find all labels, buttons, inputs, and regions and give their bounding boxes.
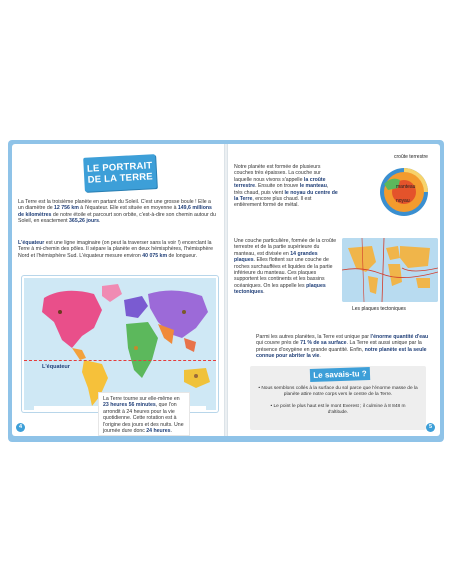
plates-caption: Les plaques tectoniques — [352, 306, 406, 312]
title-line-2: DE LA TERRE — [87, 171, 154, 186]
book-spread — [8, 140, 444, 442]
right-page — [228, 144, 440, 436]
left-page — [12, 144, 224, 436]
did-you-know-title: Le savais-tu ? — [310, 367, 370, 382]
rotation-note: La Terre tourne sur elle-même en 23 heures 56 minutes, que l'on arrondit à 24 heures pour la vie quotidienne. Cette rotation est à l'origine des jours et des nuits. Une journée dure donc 24 heures. — [98, 392, 190, 436]
equator-paragraph: L'équateur est une ligne imaginaire (on peut la traverser sans la voir !) encerclant la Terre à mi-chemin des pôles. Il sépare la planète en deux hémisphères, l'hémisphère Nord et l'hémisphère Sud. L'équateur mesure environ 40 075 km de longueur. — [18, 240, 214, 259]
intro-paragraph: La Terre est la troisième planète en partant du Soleil. C'est une grosse boule ! Elle a un diamètre de 12 756 km à l'équateur. Elle est située en moyenne à 149,6 millions de kilomètres de notre étoile et parcourt son orbite, c'est-à-dire son chemin autour du Soleil, en exactement 365,26 jours. — [18, 199, 216, 225]
mantle-label: manteau — [396, 184, 416, 190]
layers-paragraph: Notre planète est formée de plusieurs couches très épaisses. La couche sur laquelle nous vivons s'appelle la croûte terrestre. Ensuite on trouve le manteau, très chaud, puis vient le noyau du centre de la Terre, encore plus chaud. Il est entièrement formé de métal. — [234, 164, 338, 209]
fact-gravity: • Nous semblons collés à la surface du sol parce que l'énorme masse de la planète attire notre corps vers le centre de la Terre. — [258, 386, 418, 397]
page-number-right: 5 — [426, 423, 435, 432]
page-number-left: 4 — [16, 423, 25, 432]
title-line-1: LE PORTRAIT — [86, 160, 153, 175]
earth-layers-illustration — [370, 154, 438, 218]
tectonic-plates-map — [342, 238, 438, 302]
tectonic-map-icon — [342, 238, 438, 302]
world-map-icon — [24, 278, 216, 410]
crust-label: croûte terrestre — [394, 154, 428, 160]
core-label: noyau — [396, 198, 410, 204]
did-you-know-box — [250, 366, 426, 430]
plates-paragraph: Une couche particulière, formée de la croûte terrestre et de la partie supérieure du manteau, est divisée en 14 grandes plaques. Elles flottent sur une couche de roches surchauffées et liquides de la partie inférieure du manteau. Ces plaques supportent les continents et les bassins océaniques. On les appelle les plaques tectoniques. — [234, 238, 337, 296]
fact-everest: • Le point le plus haut est le mont Everest ; il culmine à 8 848 m d'altitude. — [270, 404, 406, 415]
page-title — [83, 154, 157, 192]
uniqueness-paragraph: Parmi les autres planètes, la Terre est unique par l'énorme quantité d'eau qui couvre près de 71 % de sa surface. La Terre est aussi unique par la présence d'oxygène en grande quantité. Enfin, notre planète est la seule connue pour abriter la vie. — [256, 334, 429, 360]
equator-line — [24, 360, 216, 361]
equator-label: L'équateur — [42, 364, 70, 370]
